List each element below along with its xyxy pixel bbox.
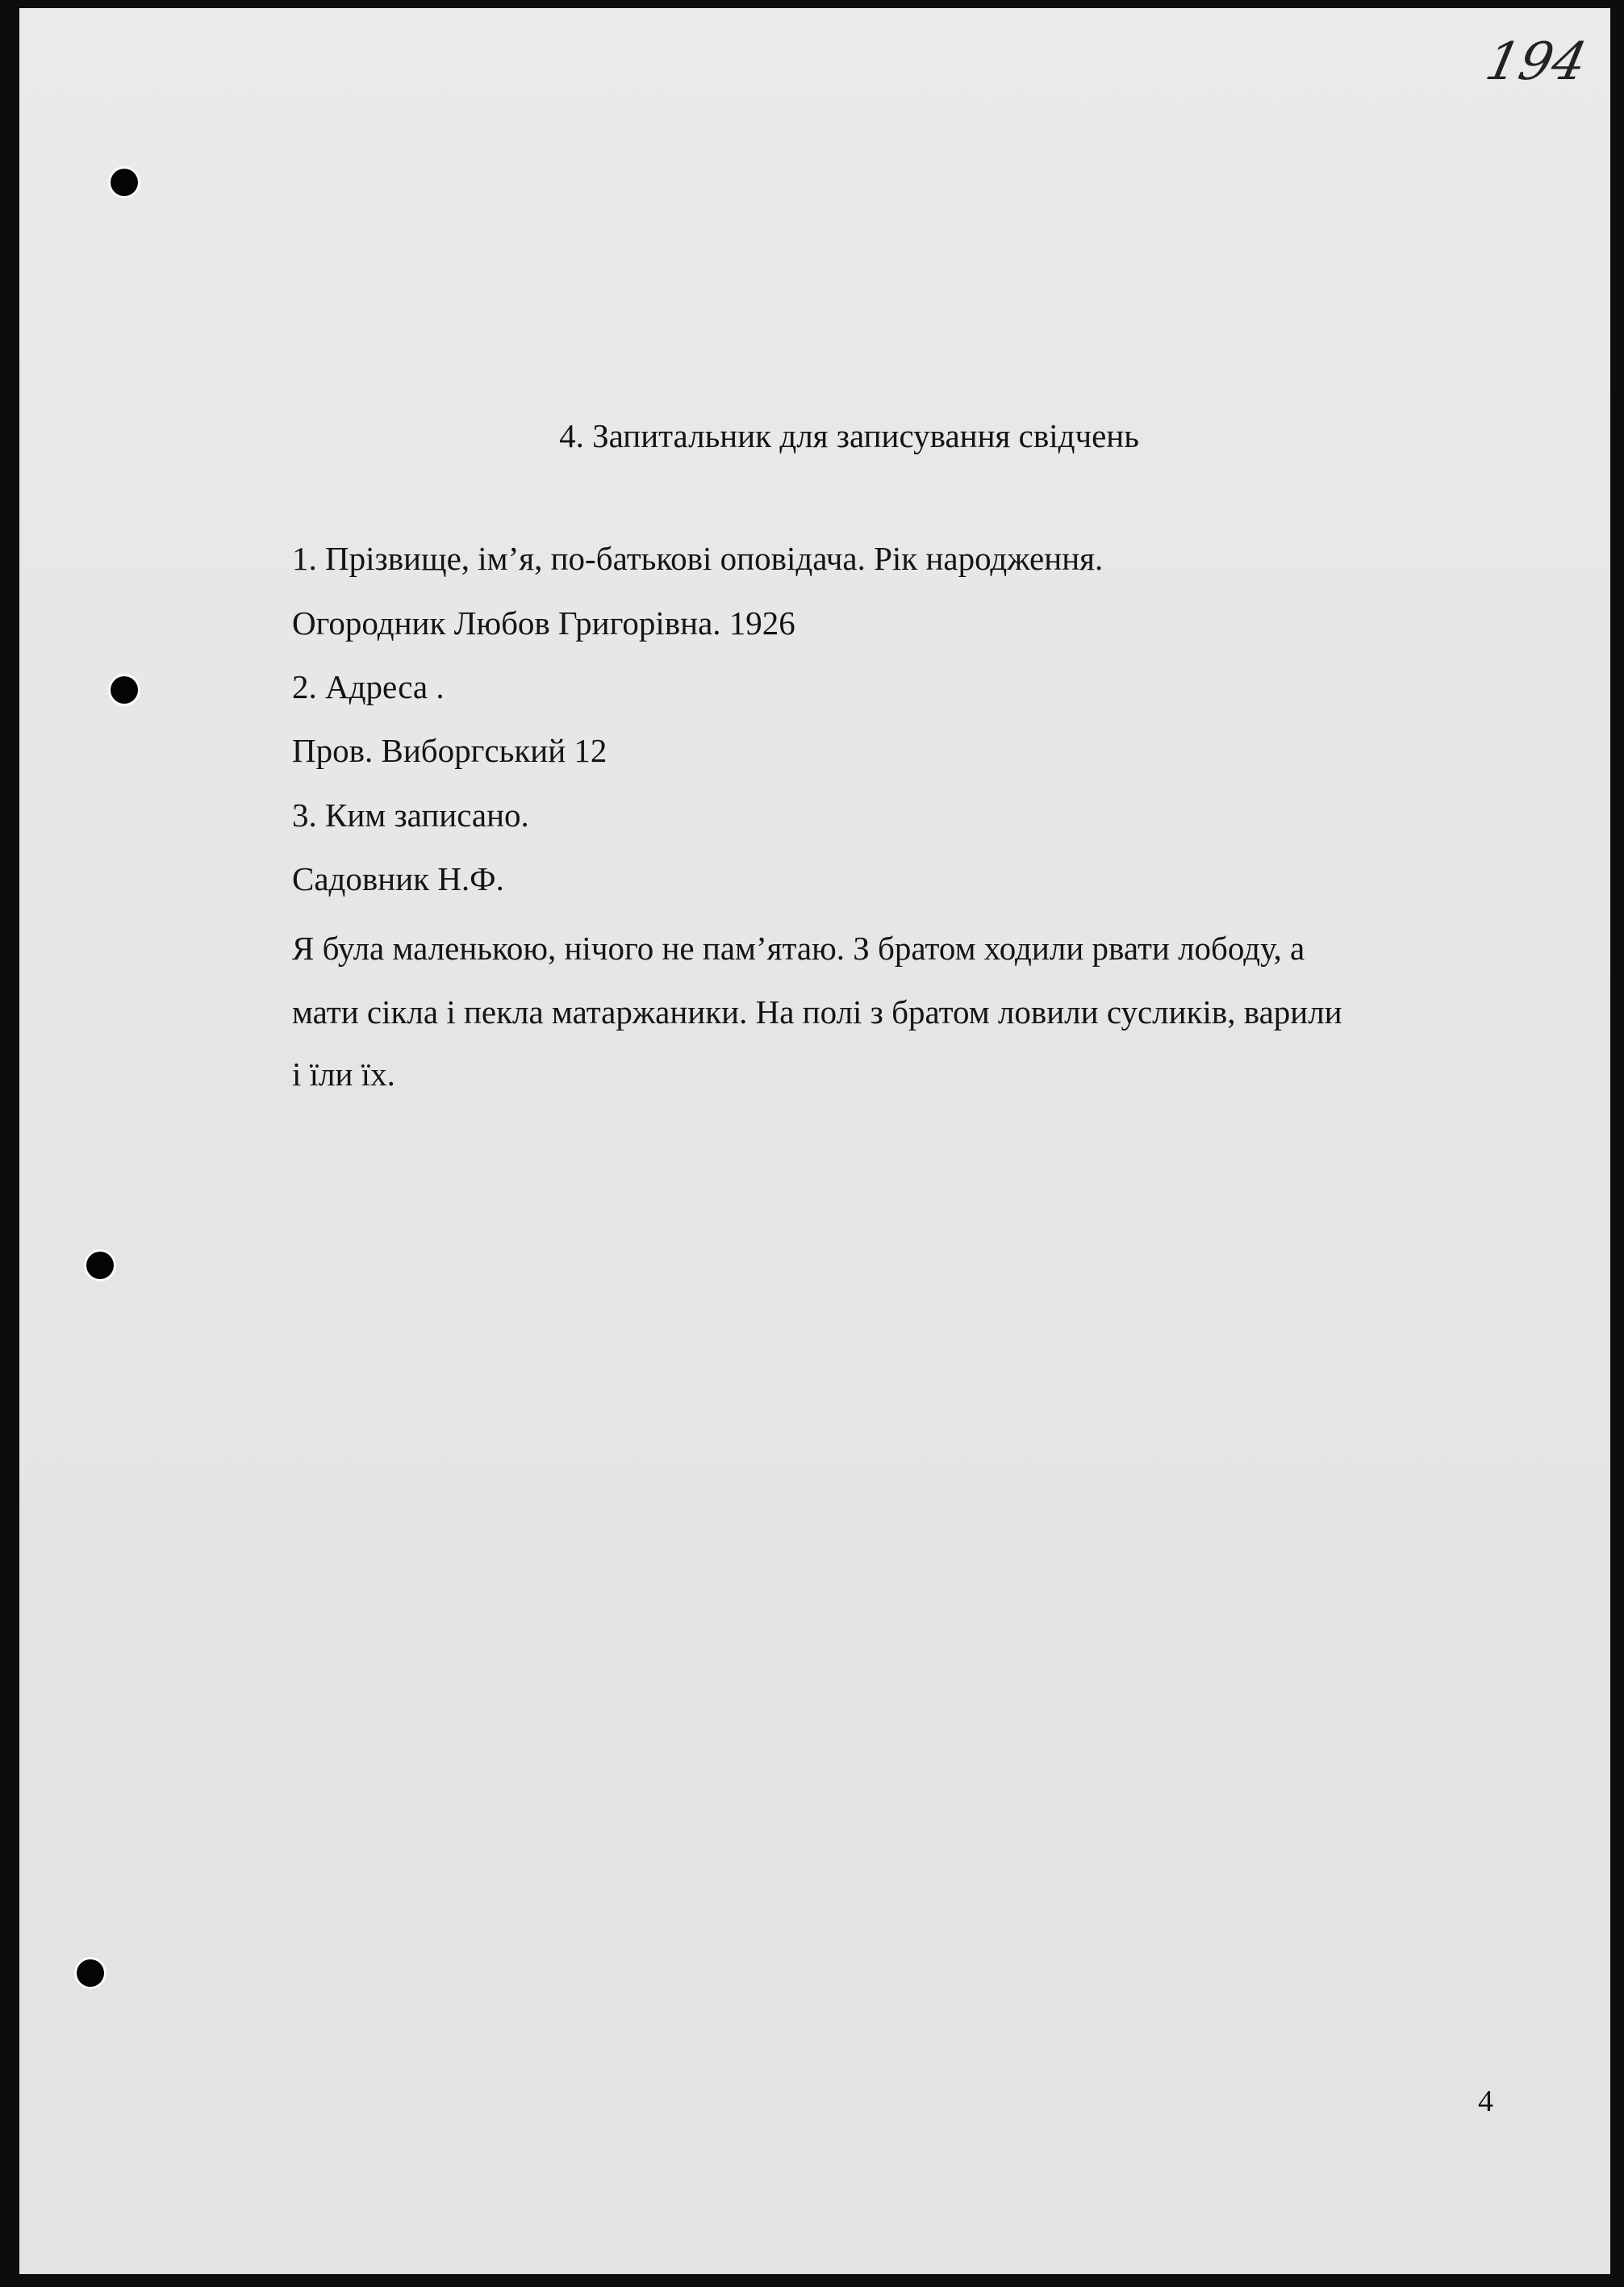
question-2: 2. Адреса . <box>292 668 445 705</box>
answer-2: Пров. Виборгський 12 <box>292 732 607 769</box>
answer-1: Огородник Любов Григорівна. 1926 <box>292 604 795 642</box>
handwritten-page-number: 194 <box>1480 32 1592 92</box>
question-3: 3. Ким записано. <box>292 796 529 834</box>
document-page <box>19 8 1610 2274</box>
testimony-line: мати сікла і пекла матаржаники. На полі з братом ловили сусликів, варили <box>292 993 1342 1031</box>
answer-3: Садовник Н.Ф. <box>292 860 504 897</box>
punch-hole <box>111 169 138 196</box>
punch-hole <box>111 676 138 704</box>
testimony-line: і їли їх. <box>292 1056 395 1093</box>
testimony-line: Я була маленькою, нічого не пам’ятаю. З братом ходили рвати лободу, а <box>292 930 1305 967</box>
document-title: 4. Запитальник для записування свідчень <box>559 417 1139 454</box>
page-number: 4 <box>1478 2084 1493 2118</box>
punch-hole <box>77 1959 104 1987</box>
punch-hole <box>86 1252 114 1279</box>
question-1: 1. Прізвище, ім’я, по-батькові оповідача. Рік народження. <box>292 540 1104 577</box>
